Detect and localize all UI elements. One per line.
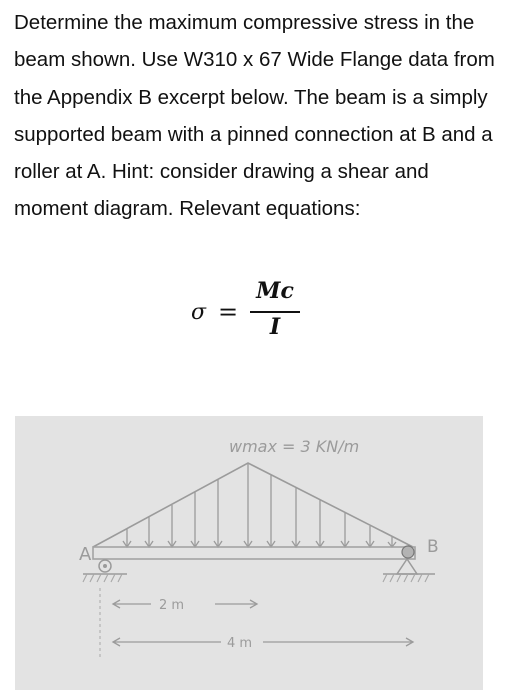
equation-sigma: σ [191,300,207,325]
pin-support-b [397,559,417,574]
equation-numerator: Mc [256,278,294,304]
dimension-2m-label: 2 m [159,598,185,613]
distributed-load-outline [93,463,413,547]
load-label: wmax = 3 KN/m [229,437,360,456]
equation-equals: = [218,298,239,326]
equation-denominator: I [269,314,281,340]
ground-hatch-a [83,574,122,582]
beam [93,547,415,559]
equation-fraction-bar [250,311,300,313]
dimension-2m [113,600,257,608]
support-a-label: A [79,544,92,565]
pin-b [402,546,414,558]
dimension-4m [113,638,413,646]
load-arrows [123,464,396,547]
beam-sketch [15,416,483,690]
beam-drawing [15,416,483,690]
problem-statement: Determine the maximum compressive stress in the beam shown. Use W310 x 67 Wide Flange data from the Appendix B excerpt below. The beam is a simply supported beam with a pinned connection at B and a roller at A. Hint: consider drawing a shear and moment diagram. Relevant equations: [14,11,495,221]
support-b-label: B [427,537,439,557]
roller-pin-a [103,564,107,568]
dimension-4m-label: 4 m [227,636,253,651]
stress-equation [0,278,505,348]
ground-hatch-b [383,574,429,582]
